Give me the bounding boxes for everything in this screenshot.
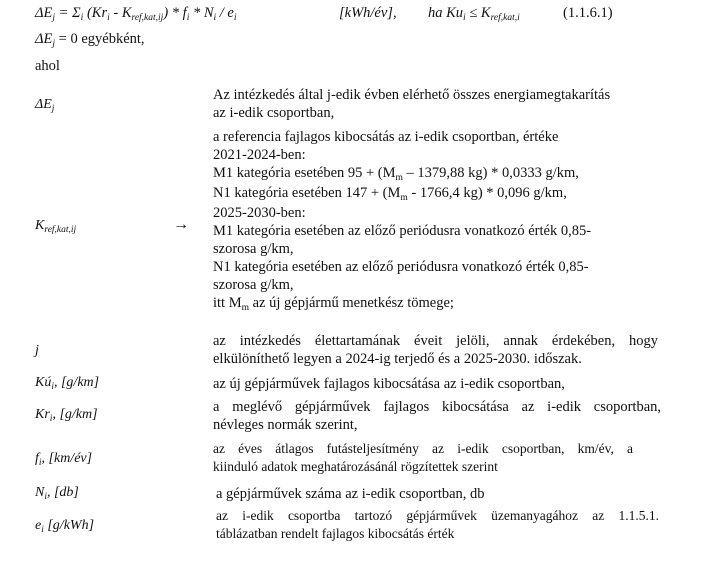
formula-cond-pre: ha Ku <box>428 5 464 21</box>
formula-lhs: ΔE <box>35 5 53 21</box>
formula-condition <box>428 5 520 22</box>
desc-f-line: az éves átlagos futásteljesítmény az i-edik csoportban, km/év, a <box>213 441 633 456</box>
desc-kref-line: 2021-2024-ben: <box>213 147 306 163</box>
symbol-e-main: e <box>35 518 42 533</box>
desc-e-line: az i-edik csoportba tartozó gépjárművek üzemanyagához az 1.1.5.1. <box>216 508 659 523</box>
kref-m1-sub: m <box>395 173 403 183</box>
formula-div-e: / e <box>216 5 234 21</box>
formula-close: ) * f <box>163 5 187 21</box>
desc-kref-line: a referencia fajlagos kibocsátás az i-edik csoportban, értéke <box>213 129 559 145</box>
symbol-kref-sub: ref,kat,ij <box>44 225 77 235</box>
symbol-delta-e-main: ΔE <box>35 97 52 112</box>
symbol-f-main: f <box>35 451 39 466</box>
desc-kr-line: névleges normák szerint, <box>213 417 358 433</box>
symbol-ku-sub: i <box>51 382 54 392</box>
symbol-kr-sub: i <box>49 414 53 424</box>
formula-unit: [kWh/év], <box>339 5 397 21</box>
formula-cond-le: ≤ K <box>465 5 491 21</box>
desc-j <box>213 332 658 368</box>
kref-mass-post: az új gépjármű menetkész tömege; <box>249 295 454 311</box>
formula-sum-sub: i <box>80 13 84 23</box>
symbol-ku-main: Kú <box>35 375 52 390</box>
formula-f-sub: i <box>186 13 190 23</box>
desc-kref <box>213 128 591 314</box>
desc-n-line: a gépjárművek száma az i-edik csoportban, db <box>216 486 485 502</box>
symbol-e-sub: i <box>41 525 44 535</box>
desc-kref-line: szorosa g/km, <box>213 241 294 257</box>
symbol-e <box>35 518 94 534</box>
formula-n-sub: i <box>213 13 217 23</box>
desc-n <box>216 485 485 503</box>
formula-e-sub: i <box>233 13 237 23</box>
desc-kr-line: a meglévő gépjárművek fajlagos kibocsátása az i-edik csoportban, <box>213 399 661 415</box>
otherwise-text: = 0 egyébként, <box>55 31 145 47</box>
kref-m1-pre: M1 kategória esetében 95 + (M <box>213 165 396 181</box>
kref-mass-sub: m <box>241 303 249 313</box>
formula-number: (1.1.6.1) <box>563 5 613 21</box>
symbol-n <box>35 485 79 501</box>
kref-m1-post: – 1379,88 kg) * 0,0333 g/km, <box>402 165 579 181</box>
formula-eq: = Σ <box>55 5 81 21</box>
symbol-kr <box>35 407 98 423</box>
desc-kref-line: N1 kategória esetében az előző periódusra vonatkozó érték 0,85- <box>213 259 589 275</box>
symbol-f-unit: , [km/év] <box>41 451 93 466</box>
desc-kref-line-m1-formula <box>213 164 591 184</box>
desc-kref-line: M1 kategória esetében az előző periódusra vonatkozó érték 0,85- <box>213 223 592 239</box>
symbol-kr-unit: , [g/km] <box>52 407 98 422</box>
kref-n1-post: - 1766,4 kg) * 0,096 g/km, <box>407 185 567 201</box>
arrow-icon: → <box>173 216 189 233</box>
symbol-kref-main: K <box>35 218 45 233</box>
desc-kref-line-n1-formula <box>213 184 591 204</box>
symbol-n-main: N <box>35 485 45 500</box>
symbol-ku-unit: , [g/km] <box>53 375 100 390</box>
desc-kref-line: 2025-2030-ben: <box>213 205 306 221</box>
symbol-f-sub: i <box>38 458 42 468</box>
symbol-delta-e <box>35 97 54 113</box>
desc-delta-e-line: Az intézkedés által j-edik évben elérhető összes energiamegtakarítás <box>213 87 611 103</box>
symbol-kref <box>35 218 76 234</box>
desc-delta-e <box>213 86 610 122</box>
formula-kr-sub: i <box>107 13 110 23</box>
desc-f-line: kiinduló adatok meghatározásánál rögzítettek szerint <box>213 459 498 474</box>
desc-kref-line: szorosa g/km, <box>213 277 294 293</box>
desc-e-line: táblázatban rendelt fajlagos kibocsátás érték <box>216 526 455 541</box>
kref-mass-pre: itt M <box>213 295 242 311</box>
formula-otherwise <box>35 31 145 48</box>
formula-kref-sub: ref,kat,ij <box>131 13 164 23</box>
formula-cond-ku-sub: i <box>463 13 466 23</box>
formula-main <box>35 5 237 22</box>
ahol-label: ahol <box>35 58 60 74</box>
desc-ku-line: az új gépjárművek fajlagos kibocsátása az i-edik csoportban, <box>213 376 565 392</box>
desc-e <box>216 507 659 543</box>
desc-f <box>213 440 633 476</box>
symbol-f <box>35 451 92 467</box>
symbol-n-unit: , [db] <box>46 485 79 500</box>
otherwise-lhs: ΔE <box>35 31 53 47</box>
symbol-delta-e-sub: j <box>51 104 55 114</box>
desc-kr <box>213 398 661 434</box>
desc-ku <box>213 375 565 393</box>
symbol-j: j <box>35 343 39 358</box>
kref-n1-sub: m <box>400 193 408 203</box>
desc-kref-line-mass <box>213 294 591 314</box>
kref-n1-pre: N1 kategória esetében 147 + (M <box>213 185 401 201</box>
formula-times-n: * N <box>189 5 214 21</box>
desc-delta-e-line: az i-edik csoportban, <box>213 105 335 121</box>
symbol-ku <box>35 375 99 391</box>
symbol-kr-main: Kr <box>35 407 50 422</box>
formula-open: (Kr <box>83 5 108 21</box>
symbol-n-sub: i <box>44 492 47 502</box>
formula-lhs-sub: j <box>52 13 56 23</box>
formula-cond-sub: ref,kat,i <box>490 13 520 23</box>
otherwise-lhs-sub: j <box>52 39 56 49</box>
desc-j-line: az intézkedés élettartamának éveit jelöli, annak érdekében, hogy <box>213 333 658 349</box>
desc-j-line: elkülöníthető legyen a 2024-ig terjedő és a 2025-2030. időszak. <box>213 351 582 367</box>
formula-minus: - K <box>109 5 132 21</box>
symbol-e-unit: [g/kWh] <box>43 518 95 533</box>
